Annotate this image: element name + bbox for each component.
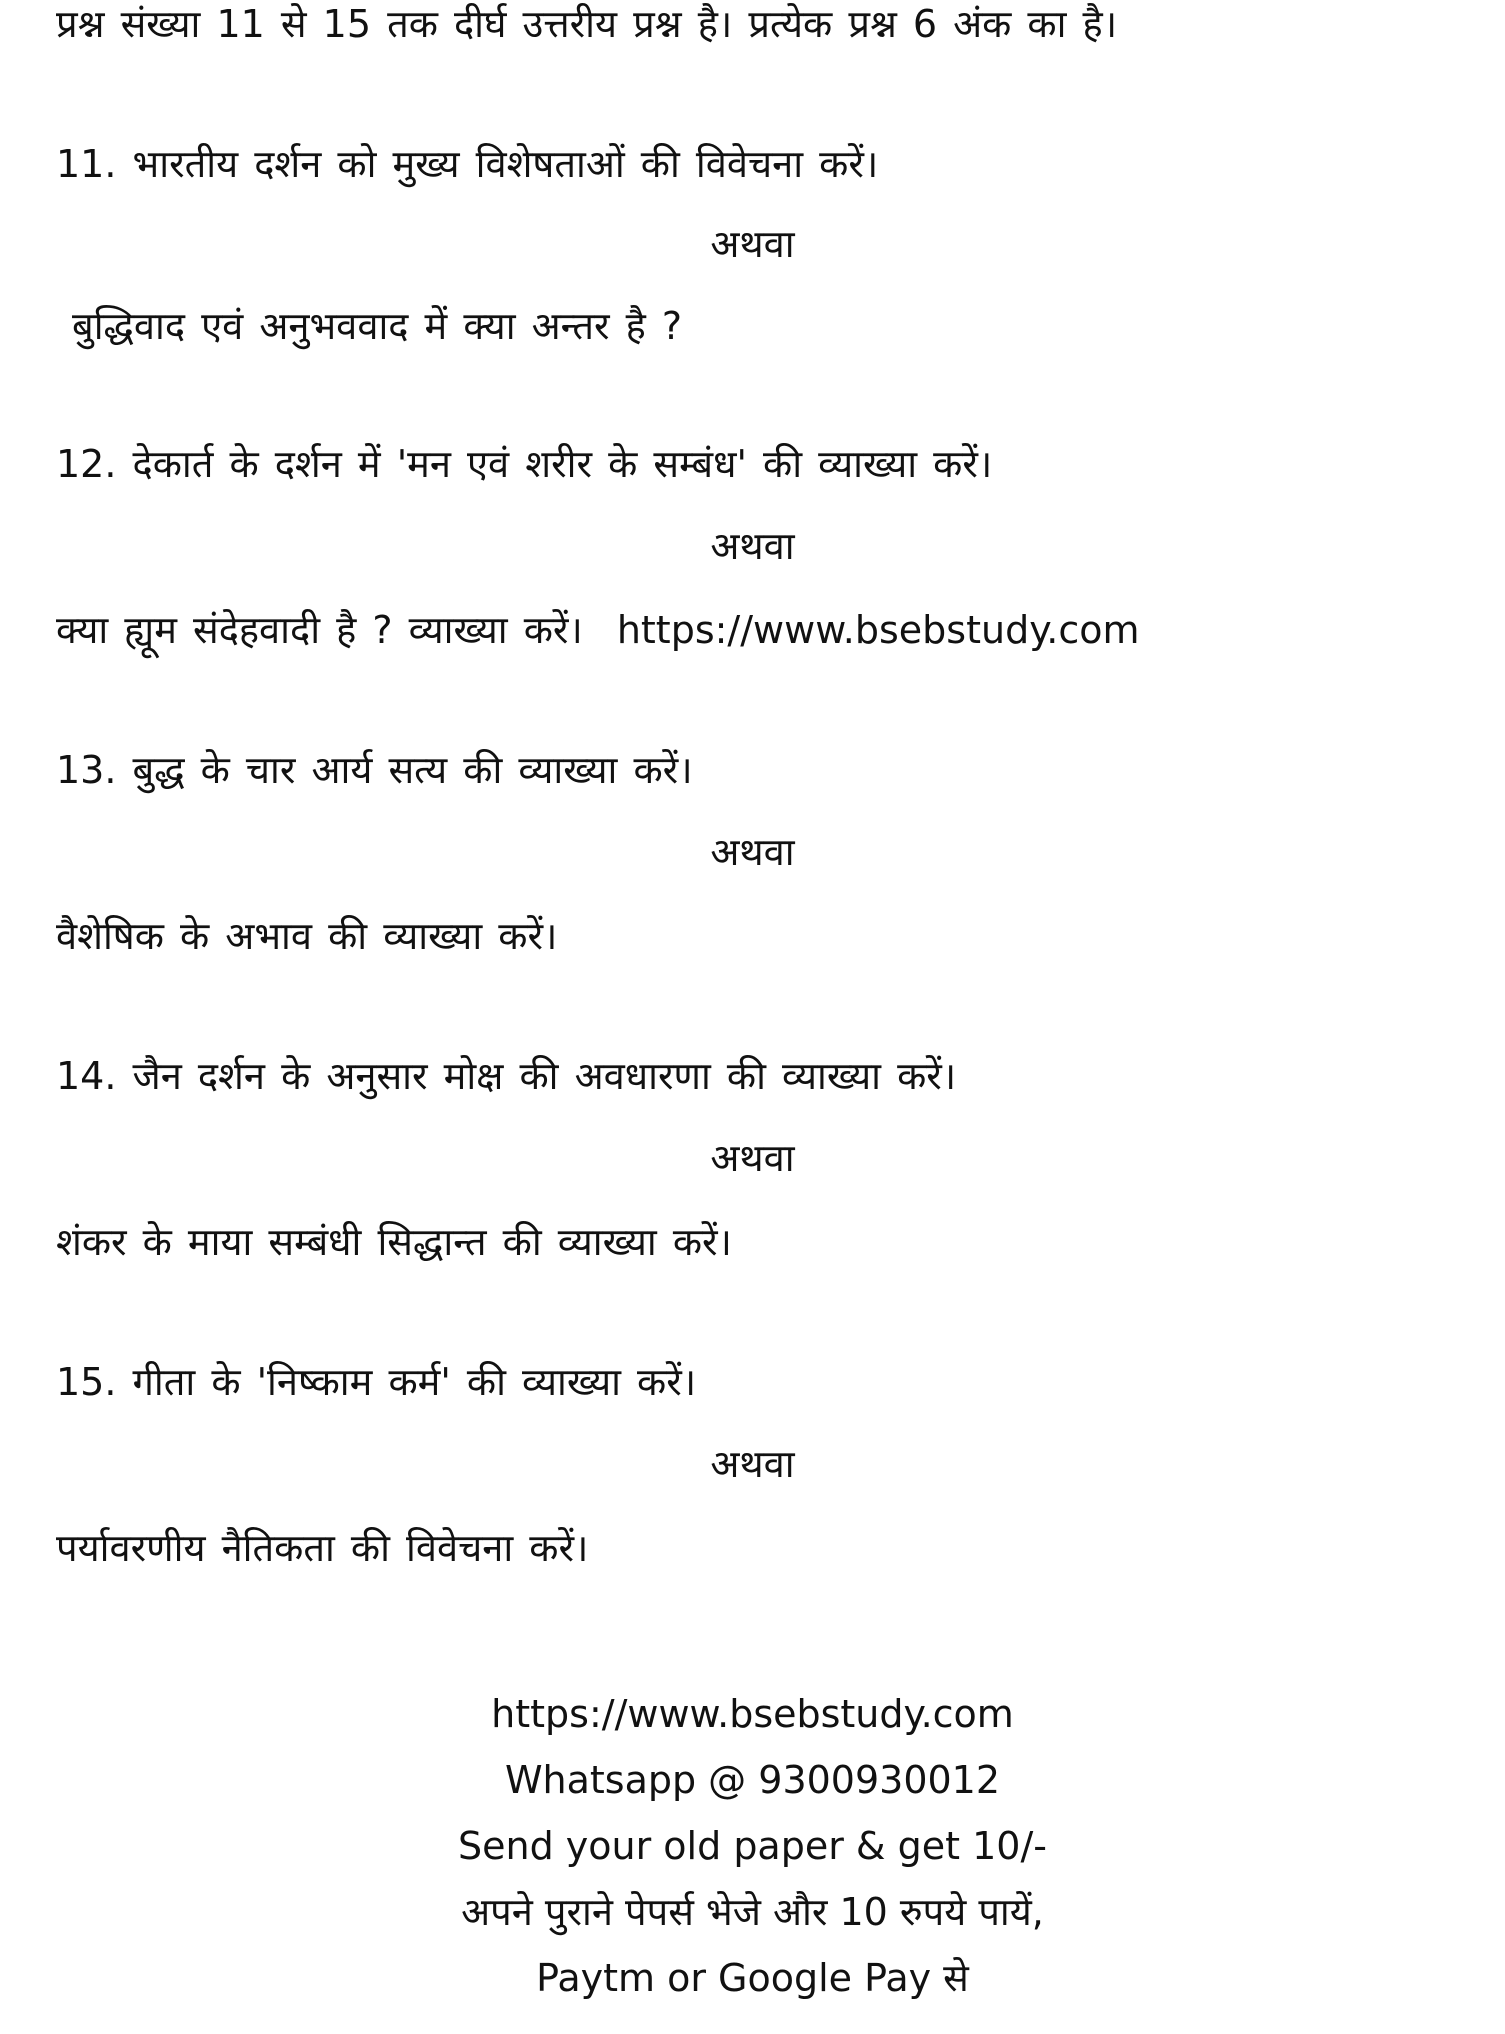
or-label: अथवा <box>710 524 795 568</box>
or-label: अथवा <box>710 222 795 266</box>
question-15-alternative: पर्यावरणीय नैतिकता की विवेचना करें। <box>56 1526 589 1570</box>
question-11-alternative: बुद्धिवाद एवं अनुभववाद में क्या अन्तर है ? <box>72 304 683 348</box>
question-15: 15. गीता के 'निष्काम कर्म' की व्याख्या करें। <box>56 1360 697 1404</box>
footer-whatsapp: Whatsapp @ 9300930012 <box>504 1758 1001 1802</box>
question-14-alternative: शंकर के माया सम्बंधी सिद्धान्त की व्याख्या करें। <box>56 1220 732 1264</box>
question-13: 13. बुद्ध के चार आर्य सत्य की व्याख्या करें। <box>56 748 693 792</box>
footer-offer-hindi: अपने पुराने पेपर्स भेजे और 10 रुपये पायें, <box>461 1890 1044 1934</box>
or-label: अथवा <box>710 830 795 874</box>
footer-offer-english: Send your old paper & get 10/- <box>458 1824 1047 1868</box>
or-label: अथवा <box>710 1442 795 1486</box>
question-14: 14. जैन दर्शन के अनुसार मोक्ष की अवधारणा की व्याख्या करें। <box>56 1054 957 1098</box>
or-label: अथवा <box>710 1136 795 1180</box>
footer-url[interactable]: https://www.bsebstudy.com <box>491 1692 1014 1736</box>
question-12-alternative: क्या ह्यूम संदेहवादी है ? व्याख्या करें। <box>56 608 583 652</box>
question-12-alternative-row <box>56 606 1140 654</box>
question-11: 11. भारतीय दर्शन को मुख्य विशेषताओं की विवेचना करें। <box>56 142 879 186</box>
footer-payment: Paytm or Google Pay से <box>536 1956 969 2000</box>
question-13-alternative: वैशेषिक के अभाव की व्याख्या करें। <box>56 914 558 958</box>
question-12: 12. देकार्त के दर्शन में 'मन एवं शरीर के सम्बंध' की व्याख्या करें। <box>56 442 993 486</box>
website-link[interactable]: https://www.bsebstudy.com <box>616 608 1140 652</box>
instruction-text: प्रश्न संख्या 11 से 15 तक दीर्घ उत्तरीय प्रश्न है। प्रत्येक प्रश्न 6 अंक का है। <box>56 2 1118 46</box>
